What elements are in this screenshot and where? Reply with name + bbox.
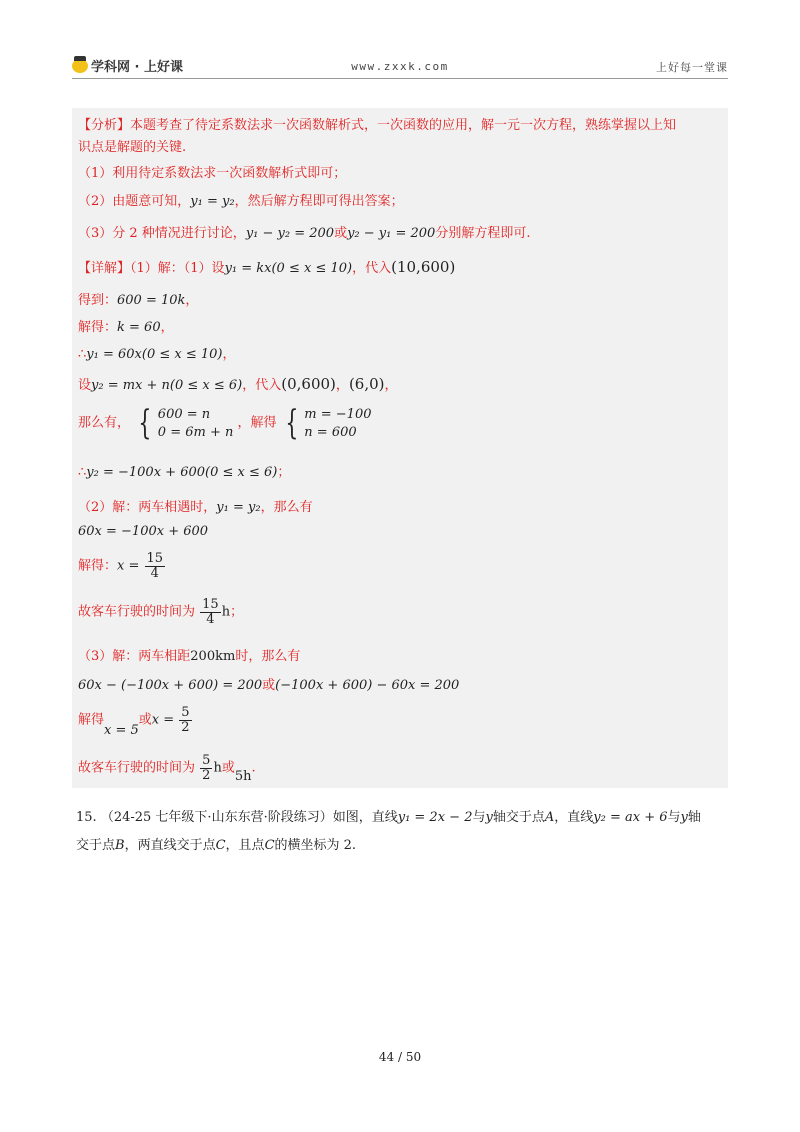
analysis-label: 【分析】 <box>78 118 131 133</box>
detail-solve-x: 解得：x = $\frac{15}{4}$ <box>78 551 164 581</box>
detail-eq3: 60x − (−100x + 600) = 200或(−100x + 600) − 60x = 200 <box>78 678 460 693</box>
detail-y1: ∴y₁ = 60x(0 ≤ x ≤ 10)， <box>78 347 236 362</box>
fraction-15-4: $\frac{15}{4}$ <box>146 551 164 581</box>
analysis-step-3: （3）分 2 种情况进行讨论，y₁ − y₂ = 200或y₂ − y₁ = 200分别解方程即可. <box>78 226 531 241</box>
question-15-line-1: 15. （24-25 七年级下·山东东营·阶段练习）如图，直线y₁ = 2x − 2与y轴交于点A，直线y₂ = ax + 6与y轴 <box>76 810 701 825</box>
logo-text: 学科网 · 上好课 <box>91 60 183 75</box>
detail-part-3: （3）解：两车相距200km时，那么有 <box>78 649 301 664</box>
slogan: 上好每一堂课 <box>656 61 728 74</box>
page-number: 44 / 50 <box>378 1050 422 1064</box>
site-url: www.zxxk.com <box>351 60 449 73</box>
detail-system: 那么有， { 600 = n 0 = 6m + n ，解得 { m = −100 n = 600 <box>78 403 372 443</box>
detail-part-2: （2）解：两车相遇时，y₁ = y₂，那么有 <box>78 500 313 515</box>
analysis-step-2: （2）由题意可知，y₁ = y₂，然后解方程即可得出答案； <box>78 194 404 209</box>
detail-get: 得到：600 = 10k， <box>78 293 199 308</box>
detail-y2: ∴y₂ = −100x + 600(0 ≤ x ≤ 6)； <box>78 465 291 480</box>
analysis-step-1: （1）利用待定系数法求一次函数解析式即可； <box>78 166 347 181</box>
detail-solve-x-3: 解得x = 5或x = $\frac{5}{2}$ <box>78 705 190 738</box>
detail-label: 【详解】 <box>78 261 131 276</box>
detail-eq2: 60x = −100x + 600 <box>78 524 209 539</box>
detail-solve-k: 解得：k = 60， <box>78 320 174 335</box>
detail-answer-3: 故客车行驶的时间为 $\frac{5}{2}$ h或5h. <box>78 753 256 784</box>
detail-part-1: 【详解】（1）解：（1）设y₁ = kx(0 ≤ x ≤ 10)，代入(10,600) <box>78 258 456 276</box>
detail-answer-2: 故客车行驶的时间为 $\frac{15}{4}$ h； <box>78 597 244 627</box>
question-15-line-2: 交于点B，两直线交于点C，且点C的横坐标为 2. <box>76 838 357 853</box>
analysis-line-1: 【分析】本题考查了待定系数法求一次函数解析式，一次函数的应用，解一元一次方程，熟练掌握以上知 <box>78 118 677 133</box>
question-source: （24-25 七年级下·山东东营·阶段练习） <box>100 810 333 825</box>
page-header <box>72 56 728 79</box>
detail-y2-form: 设y₂ = mx + n(0 ≤ x ≤ 6)，代入(0,600)，(6,0)， <box>78 375 398 393</box>
equation-system-1: { 600 = n 0 = 6m + n <box>138 403 234 443</box>
analysis-line-2: 识点是解题的关键. <box>78 140 187 155</box>
question-number: 15. <box>76 810 97 825</box>
solution-panel <box>72 108 728 788</box>
equation-system-2: { m = −100 n = 600 <box>284 403 372 443</box>
